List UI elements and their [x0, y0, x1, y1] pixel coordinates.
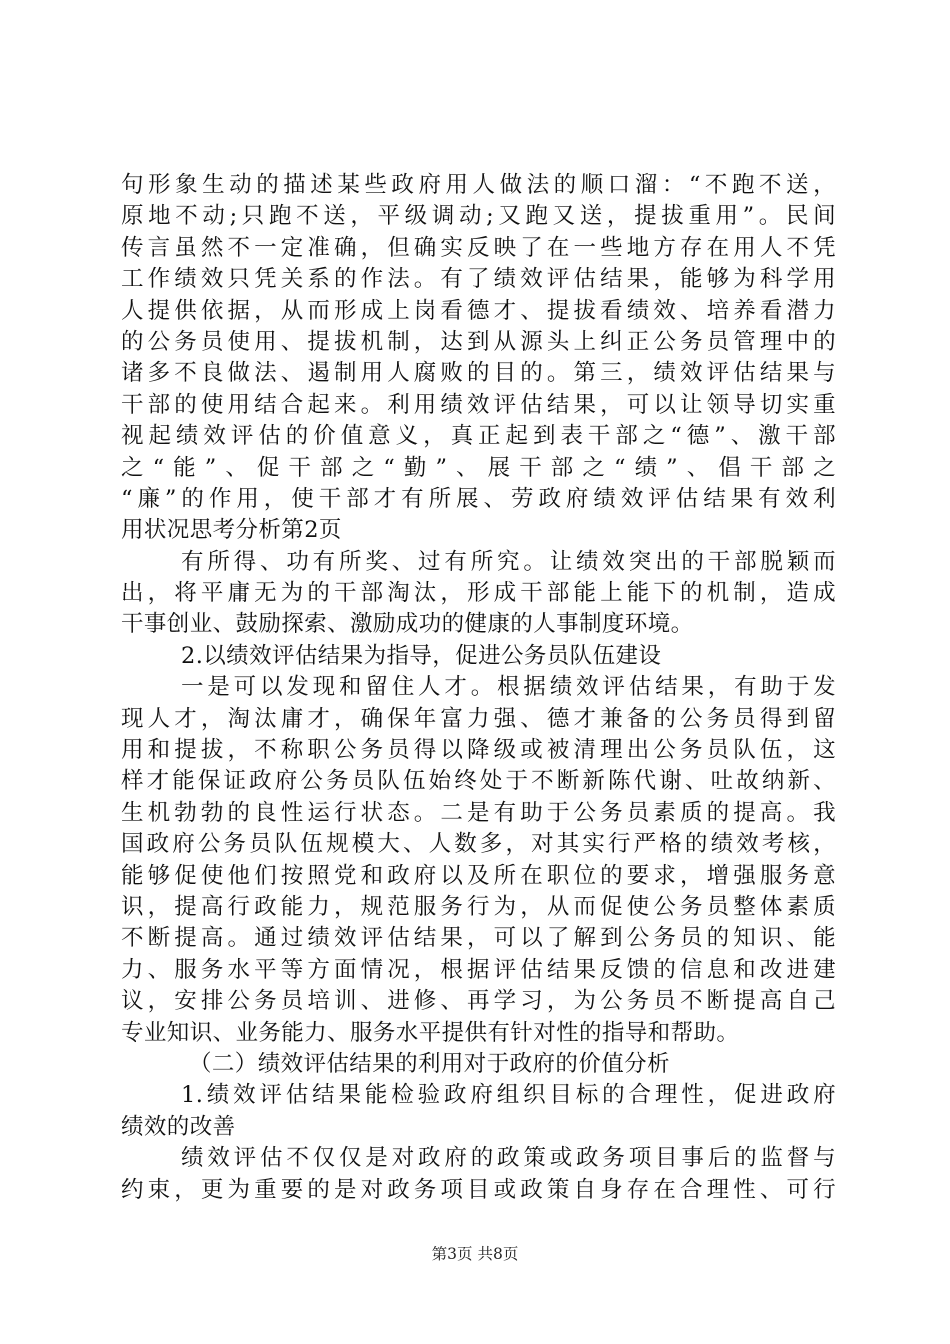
text-line: 1.绩效评估结果能检验政府组织目标的合理性，促进政府: [181, 1082, 836, 1109]
text-line: 2.以绩效评估结果为指导，促进公务员队伍建设: [181, 642, 662, 669]
text-line: 传言虽然不一定准确，但确实反映了在一些地方存在用人不凭: [121, 234, 836, 261]
text-line: 议，安排公务员培训、进修、再学习，为公务员不断提高自己: [121, 988, 836, 1015]
text-line: 干部的使用结合起来。利用绩效评估结果，可以让领导切实重: [121, 391, 836, 418]
text-line: 力、服务水平等方面情况，根据评估结果反馈的信息和改进建: [121, 956, 836, 983]
text-line: 诸多不良做法、遏制用人腐败的目的。第三，绩效评估结果与: [121, 360, 836, 387]
text-line: 生机勃勃的良性运行状态。二是有助于公务员素质的提高。我: [121, 799, 836, 826]
text-line: 有所得、功有所奖、过有所究。让绩效突出的干部脱颖而: [181, 548, 836, 575]
text-line: 绩效评估不仅仅是对政府的政策或政务项目事后的监督与: [181, 1145, 836, 1172]
text-line: 不断提高。通过绩效评估结果，可以了解到公务员的知识、能: [121, 925, 836, 952]
text-line: 识，提高行政能力，规范服务行为，从而促使公务员整体素质: [121, 893, 836, 920]
text-line: 的公务员使用、提拔机制，达到从源头上纠正公务员管理中的: [121, 328, 836, 355]
text-line: 专业知识、业务能力、服务水平提供有针对性的指导和帮助。: [121, 1019, 740, 1046]
text-line: 样才能保证政府公务员队伍始终处于不断新陈代谢、吐故纳新、: [121, 768, 836, 795]
text-line: 出，将平庸无为的干部淘汰，形成干部能上能下的机制，造成: [121, 580, 836, 607]
text-line: 绩效的改善: [121, 1113, 236, 1140]
text-line: “廉”的作用，使干部才有所展、劳政府绩效评估结果有效利: [121, 485, 836, 512]
text-line: 现人才，淘汰庸才，确保年富力强、德才兼备的公务员得到留: [121, 705, 836, 732]
text-line: 用状况思考分析第2页: [121, 517, 342, 544]
text-line: 工作绩效只凭关系的作法。有了绩效评估结果，能够为科学用: [121, 266, 836, 293]
text-line: 原地不动;只跑不送，平级调动;又跑又送，提拔重用”。民间: [121, 203, 836, 230]
text-line: 约束，更为重要的是对政务项目或政策自身存在合理性、可行: [121, 1176, 836, 1203]
text-line: 用和提拔，不称职公务员得以降级或被清理出公务员队伍，这: [121, 737, 836, 764]
text-line: （二）绩效评估结果的利用对于政府的价值分析: [189, 1050, 670, 1077]
text-line: 句形象生动的描述某些政府用人做法的顺口溜：“不跑不送，: [121, 172, 836, 198]
text-line: 干事创业、鼓励探索、激励成功的健康的人事制度环境。: [121, 611, 694, 638]
page-footer: 第3页 共8页: [431, 1245, 519, 1263]
text-line: 视起绩效评估的价值意义，真正起到表干部之“德”、激干部: [121, 423, 836, 450]
text-line: 一是可以发现和留住人才。根据绩效评估结果，有助于发: [181, 674, 836, 701]
text-line: 国政府公务员队伍规模大、人数多，对其实行严格的绩效考核，: [121, 831, 836, 858]
text-line: 能够促使他们按照党和政府以及所在职位的要求，增强服务意: [121, 862, 836, 889]
body-text: [121, 170, 836, 1206]
text-line: 之“能”、促干部之“勤”、展干部之“绩”、倡干部之: [121, 454, 836, 481]
text-line: 人提供依据，从而形成上岗看德才、提拔看绩效、培养看潜力: [121, 297, 836, 324]
